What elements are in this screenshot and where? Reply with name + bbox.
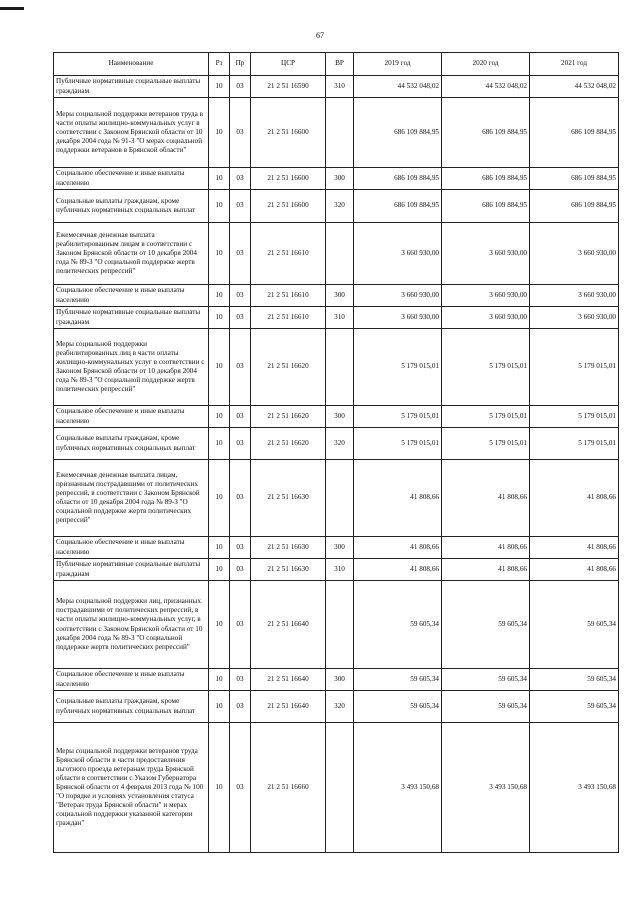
row-2021: 3 660 930,00	[530, 307, 619, 329]
header-2019: 2019 год	[354, 53, 442, 76]
row-rz: 10	[209, 559, 230, 581]
row-2019: 59 605,34	[354, 669, 442, 691]
row-2019: 5 179 015,01	[354, 406, 442, 428]
row-rz: 10	[209, 723, 230, 853]
row-2020: 59 605,34	[442, 669, 530, 691]
row-2021: 686 109 884,95	[530, 190, 619, 223]
row-name: Меры социальной поддержки реабилитированных лиц в части оплаты жилищно-коммунальных услуг в соответствии с Законом Брянской области от 10 декабря 2004 года № 89-З "О социальной поддержке жертв политических репрессий"	[54, 329, 209, 406]
row-vr: 300	[326, 168, 354, 190]
row-2019: 3 493 150,68	[354, 723, 442, 853]
header-csr: ЦСР	[251, 53, 326, 76]
row-vr: 300	[326, 669, 354, 691]
row-rz: 10	[209, 76, 230, 98]
row-csr: 21 2 51 16620	[251, 329, 326, 406]
row-vr	[326, 460, 354, 537]
table-row	[54, 669, 619, 691]
row-2021: 686 109 884,95	[530, 168, 619, 190]
row-name: Меры социальной поддержки лиц, признанных пострадавшими от политических репрессий, в части оплаты жилищно-коммунальных услуг, в соответствии с Законом Брянской области от 10 декабря 2004 года № 89-З "О социальной поддержке жертв политических репрессий"	[54, 581, 209, 669]
table-row	[54, 406, 619, 428]
row-2019: 686 109 884,95	[354, 190, 442, 223]
row-2021: 41 808,66	[530, 537, 619, 559]
row-2020: 44 532 048,02	[442, 76, 530, 98]
row-vr	[326, 223, 354, 285]
row-name: Социальное обеспечение и иные выплаты населению	[54, 669, 209, 691]
table-row	[54, 190, 619, 223]
row-name: Меры социальной поддержки ветеранов труда Брянской области в части предоставления льготного проезда ветеранам труда Брянской области в соответствии с Указом Губернатора Брянской области от 4 февраля 2013 года № 100 "О порядке и условиях установления статуса "Ветеран труда Брянской области" и мерах социальной поддержки указанной категории граждан"	[54, 723, 209, 853]
row-vr	[326, 723, 354, 853]
row-2021: 59 605,34	[530, 581, 619, 669]
row-2019: 41 808,66	[354, 559, 442, 581]
row-csr: 21 2 51 16640	[251, 669, 326, 691]
table-row	[54, 691, 619, 723]
row-pr: 03	[230, 460, 251, 537]
row-rz: 10	[209, 329, 230, 406]
row-vr: 310	[326, 76, 354, 98]
row-pr: 03	[230, 223, 251, 285]
row-rz: 10	[209, 460, 230, 537]
row-rz: 10	[209, 307, 230, 329]
table-row	[54, 168, 619, 190]
row-rz: 10	[209, 98, 230, 168]
row-vr	[326, 581, 354, 669]
table-row	[54, 223, 619, 285]
row-csr: 21 2 51 16630	[251, 559, 326, 581]
row-2021: 59 605,34	[530, 669, 619, 691]
row-rz: 10	[209, 223, 230, 285]
row-vr: 300	[326, 285, 354, 307]
row-name: Социальные выплаты гражданам, кроме публичных нормативных социальных выплат	[54, 691, 209, 723]
row-pr: 03	[230, 691, 251, 723]
row-pr: 03	[230, 537, 251, 559]
row-2020: 59 605,34	[442, 581, 530, 669]
header-vr: ВР	[326, 53, 354, 76]
header-2020: 2020 год	[442, 53, 530, 76]
row-2019: 686 109 884,95	[354, 98, 442, 168]
row-rz: 10	[209, 168, 230, 190]
row-csr: 21 2 51 16610	[251, 307, 326, 329]
table-row	[54, 723, 619, 853]
row-csr: 21 2 51 16610	[251, 285, 326, 307]
row-2020: 686 109 884,95	[442, 168, 530, 190]
row-2019: 3 660 930,00	[354, 285, 442, 307]
row-2020: 686 109 884,95	[442, 190, 530, 223]
row-csr: 21 2 51 16620	[251, 406, 326, 428]
row-rz: 10	[209, 190, 230, 223]
row-2021: 686 109 884,95	[530, 98, 619, 168]
row-2019: 41 808,66	[354, 460, 442, 537]
row-name: Публичные нормативные социальные выплаты гражданам	[54, 559, 209, 581]
table-row	[54, 460, 619, 537]
row-csr: 21 2 51 16660	[251, 723, 326, 853]
header-pr: Пр	[230, 53, 251, 76]
row-rz: 10	[209, 669, 230, 691]
row-name: Социальные выплаты гражданам, кроме публичных нормативных социальных выплат	[54, 190, 209, 223]
row-rz: 10	[209, 428, 230, 460]
row-rz: 10	[209, 537, 230, 559]
row-vr: 310	[326, 307, 354, 329]
row-csr: 21 2 51 16600	[251, 190, 326, 223]
row-name: Публичные нормативные социальные выплаты гражданам	[54, 307, 209, 329]
row-rz: 10	[209, 406, 230, 428]
row-2021: 41 808,66	[530, 460, 619, 537]
row-2021: 5 179 015,01	[530, 329, 619, 406]
row-2019: 41 808,66	[354, 537, 442, 559]
row-csr: 21 2 51 16640	[251, 691, 326, 723]
row-pr: 03	[230, 406, 251, 428]
row-2021: 3 660 930,00	[530, 285, 619, 307]
row-2019: 59 605,34	[354, 581, 442, 669]
row-2020: 41 808,66	[442, 460, 530, 537]
table-row	[54, 285, 619, 307]
row-pr: 03	[230, 723, 251, 853]
row-2019: 3 660 930,00	[354, 223, 442, 285]
table-row	[54, 581, 619, 669]
row-vr	[326, 98, 354, 168]
row-vr: 310	[326, 559, 354, 581]
row-pr: 03	[230, 669, 251, 691]
row-2021: 44 532 048,02	[530, 76, 619, 98]
row-vr: 320	[326, 428, 354, 460]
row-vr: 320	[326, 190, 354, 223]
row-csr: 21 2 51 16640	[251, 581, 326, 669]
row-pr: 03	[230, 307, 251, 329]
row-pr: 03	[230, 285, 251, 307]
row-csr: 21 2 51 16610	[251, 223, 326, 285]
table-row	[54, 307, 619, 329]
row-pr: 03	[230, 190, 251, 223]
row-2020: 3 660 930,00	[442, 285, 530, 307]
row-2021: 59 605,34	[530, 691, 619, 723]
row-csr: 21 2 51 16630	[251, 537, 326, 559]
row-2021: 3 493 150,68	[530, 723, 619, 853]
row-pr: 03	[230, 581, 251, 669]
row-2019: 5 179 015,01	[354, 428, 442, 460]
row-2020: 5 179 015,01	[442, 428, 530, 460]
row-rz: 10	[209, 581, 230, 669]
row-2020: 3 660 930,00	[442, 307, 530, 329]
row-2021: 5 179 015,01	[530, 428, 619, 460]
row-csr: 21 2 51 16590	[251, 76, 326, 98]
row-vr: 300	[326, 537, 354, 559]
row-pr: 03	[230, 168, 251, 190]
row-vr: 320	[326, 691, 354, 723]
row-2019: 686 109 884,95	[354, 168, 442, 190]
row-name: Социальное обеспечение и иные выплаты населению	[54, 285, 209, 307]
scan-edge-mark	[0, 7, 24, 10]
budget-table	[53, 52, 619, 853]
row-pr: 03	[230, 428, 251, 460]
row-2020: 5 179 015,01	[442, 406, 530, 428]
row-name: Социальное обеспечение и иные выплаты населению	[54, 406, 209, 428]
row-2020: 5 179 015,01	[442, 329, 530, 406]
table-row	[54, 428, 619, 460]
row-vr: 300	[326, 406, 354, 428]
table-row	[54, 559, 619, 581]
table-row	[54, 329, 619, 406]
row-name: Социальное обеспечение и иные выплаты населению	[54, 168, 209, 190]
row-rz: 10	[209, 691, 230, 723]
row-name: Социальное обеспечение и иные выплаты населению	[54, 537, 209, 559]
table-row	[54, 98, 619, 168]
header-2021: 2021 год	[530, 53, 619, 76]
row-csr: 21 2 51 16630	[251, 460, 326, 537]
row-pr: 03	[230, 329, 251, 406]
row-2020: 3 493 150,68	[442, 723, 530, 853]
row-2019: 59 605,34	[354, 691, 442, 723]
page-number: 67	[316, 31, 324, 40]
row-2021: 3 660 930,00	[530, 223, 619, 285]
row-name: Социальные выплаты гражданам, кроме публичных нормативных социальных выплат	[54, 428, 209, 460]
row-2021: 5 179 015,01	[530, 406, 619, 428]
row-2019: 44 532 048,02	[354, 76, 442, 98]
row-pr: 03	[230, 559, 251, 581]
row-2020: 59 605,34	[442, 691, 530, 723]
header-rz: Рз	[209, 53, 230, 76]
row-2020: 3 660 930,00	[442, 223, 530, 285]
row-rz: 10	[209, 285, 230, 307]
row-pr: 03	[230, 98, 251, 168]
row-2020: 686 109 884,95	[442, 98, 530, 168]
row-name: Ежемесячная денежная выплата реабилитированным лицам в соответствии с Законом Брянской области от 10 декабря 2004 года № 89-З "О социальной поддержке жертв политических репрессий"	[54, 223, 209, 285]
row-pr: 03	[230, 76, 251, 98]
header-name: Наименование	[54, 53, 209, 76]
table-row	[54, 537, 619, 559]
table-header-row	[54, 53, 619, 76]
row-2020: 41 808,66	[442, 537, 530, 559]
row-2019: 5 179 015,01	[354, 329, 442, 406]
row-name: Публичные нормативные социальные выплаты гражданам	[54, 76, 209, 98]
row-name: Ежемесячная денежная выплата лицам, признанным пострадавшими от политических репрессий, в соответствии с Законом Брянской области от 10 декабря 2004 года № 89-З "О социальной поддержке жертв политических репрессий"	[54, 460, 209, 537]
row-2021: 41 808,66	[530, 559, 619, 581]
row-2020: 41 808,66	[442, 559, 530, 581]
row-csr: 21 2 51 16620	[251, 428, 326, 460]
row-csr: 21 2 51 16600	[251, 168, 326, 190]
table-row	[54, 76, 619, 98]
row-csr: 21 2 51 16600	[251, 98, 326, 168]
row-vr	[326, 329, 354, 406]
row-2019: 3 660 930,00	[354, 307, 442, 329]
row-name: Меры социальной поддержки ветеранов труда в части оплаты жилищно-коммунальных услуг в соответствии с Законом Брянской области от 10 декабря 2004 года № 91-З "О мерах социальной поддержки ветеранов в Брянской области"	[54, 98, 209, 168]
